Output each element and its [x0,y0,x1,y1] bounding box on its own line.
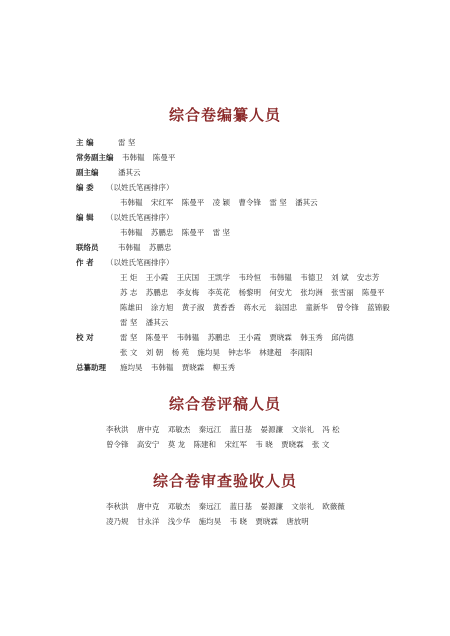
person-name: 韦玲恒 [238,273,261,282]
person-name: 林建超 [259,348,282,357]
person-name: 莫 龙 [167,440,186,449]
person-name: 宋红军 [224,440,247,449]
person-name: 陈雄田 [120,303,143,312]
person-name: 张均洲 [300,288,323,297]
person-name: 邓敏杰 [167,425,191,434]
person-name: 蓝日基 [229,502,253,511]
person-name: 冯 松 [322,425,340,434]
role-label: 编 辑 [76,213,94,222]
person-name: 晏源濂 [260,502,283,511]
person-name: 凌 颖 [212,198,231,207]
person-name: 韦韩韫 [176,333,200,342]
person-name: 王小霞 [238,333,261,342]
person-name: 黄香香 [212,303,236,312]
person-name: 陈曼平 [181,228,205,237]
person-name: 李秋洪 [106,502,129,511]
person-name: 韦德卫 [300,273,323,282]
person-name: 王 炬 [120,273,138,282]
person-name: 韦韩韫 [120,198,143,207]
person-name: 韦 晓 [255,440,273,449]
person-name: 黄子淑 [181,303,205,312]
person-name: 雷 坚 [269,198,287,207]
person-name: 柳玉秀 [212,363,236,372]
person-name: 甘永洋 [136,517,160,526]
person-name: 晏源濂 [260,425,283,434]
person-name: 安志芳 [356,273,380,282]
person-name: 苏鹏忠 [148,243,172,252]
person-name: 高安宁 [136,440,160,449]
sort-note: （以姓氏笔画排序） [106,183,174,192]
person-name: 邱尚德 [331,333,354,342]
person-name: 韦韩韫 [120,228,143,237]
person-name: 浅少华 [167,517,191,526]
person-name: 唐中克 [136,502,160,511]
person-name: 雷 坚 [120,318,138,327]
person-name: 苏鹏忠 [207,333,231,342]
person-name: 文崇礼 [291,425,314,434]
person-name: 贾晓霖 [281,440,304,449]
person-name: 李英花 [207,288,231,297]
person-name: 李雨阳 [290,348,313,357]
person-name: 蓝日基 [229,425,253,434]
person-name: 韦韩韫 [150,363,174,372]
person-name: 曾令锋 [336,303,359,312]
person-name: 曾令锋 [106,440,129,449]
role-label: 主 编 [76,138,94,147]
role-label: 联络员 [76,243,99,252]
person-name: 贾晓霖 [181,363,205,372]
person-name: 涂方旭 [150,303,174,312]
person-name: 韩玉秀 [300,333,323,342]
section-title-acceptance: 综合卷审查验收人员 [152,472,297,490]
person-name: 邓敏杰 [167,502,191,511]
person-name: 雷 坚 [118,138,136,147]
role-label: 副主编 [76,168,99,177]
person-name: 李友梅 [176,288,200,297]
person-name: 欧薇薇 [322,502,345,511]
person-name: 韦韩韫 [269,273,292,282]
sort-note: （以姓氏笔画排序） [106,213,174,222]
person-name: 雷 坚 [120,333,138,342]
person-name: 翁国忠 [274,303,297,312]
person-name: 宋红军 [150,198,174,207]
person-name: 施均昊 [197,348,220,357]
person-name: 张雪丽 [331,288,354,297]
person-name: 唐中克 [136,425,160,434]
person-name: 秦远江 [198,425,222,434]
person-name: 杨 苑 [171,348,189,357]
person-name: 唐放明 [286,517,309,526]
person-name: 何安尤 [269,288,292,297]
person-name: 苏 志 [120,288,138,297]
person-name: 贾晓霖 [255,517,278,526]
person-name: 王凯学 [207,273,231,282]
person-name: 凌乃规 [106,517,129,526]
person-name: 陈曼平 [362,288,385,297]
person-name: 施均昊 [198,517,222,526]
person-name: 钟志华 [228,348,251,357]
person-name: 潘其云 [145,318,169,327]
section-title-compilers: 综合卷编纂人员 [168,106,281,124]
person-name: 刘 斌 [331,273,349,282]
person-name: 王小霞 [145,273,169,282]
role-label: 总纂助理 [76,363,106,372]
person-name: 施均昊 [120,363,143,372]
person-name: 蓝锦毅 [367,303,390,312]
person-name: 文崇礼 [291,502,314,511]
person-name: 韦韩韫 [122,153,145,162]
person-name: 潘其云 [295,198,318,207]
person-name: 陈曼平 [181,198,205,207]
person-name: 韦 晓 [229,517,247,526]
role-label: 作 者 [76,258,94,267]
person-name: 贾晓霖 [269,333,292,342]
person-name: 童新华 [305,303,328,312]
person-name: 韦韩韫 [118,243,141,252]
person-name: 秦远江 [198,502,222,511]
section-title-reviewers: 综合卷评稿人员 [168,395,281,413]
sort-note: （以姓氏笔画排序） [106,258,174,267]
person-name: 李秋洪 [106,425,129,434]
person-name: 张 文 [120,348,138,357]
person-name: 陈曼平 [145,333,169,342]
person-name: 刘 朝 [145,348,164,357]
person-name: 陈建和 [193,440,217,449]
person-name: 蒋水元 [243,303,267,312]
role-label: 常务副主编 [76,153,114,162]
person-name: 潘其云 [118,168,141,177]
person-name: 陈曼平 [152,153,176,162]
role-label: 校 对 [76,333,94,342]
role-label: 编 委 [76,183,94,192]
person-name: 张 文 [312,440,330,449]
person-name: 雷 坚 [212,228,231,237]
person-name: 苏鹏忠 [145,288,169,297]
person-name: 曹令锋 [238,198,261,207]
person-name: 王庆国 [176,273,200,282]
person-name: 苏鹏忠 [150,228,174,237]
person-name: 杨黎明 [238,288,261,297]
